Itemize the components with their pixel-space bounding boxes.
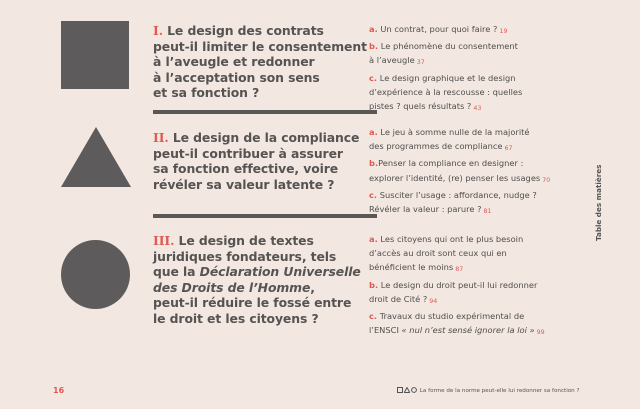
toc-letter: a. (369, 127, 378, 137)
toc-text: l’ENSCI (369, 325, 402, 336)
toc-text: droit de Cité ? (369, 293, 428, 304)
toc-text: Travaux du studio expérimental de (379, 311, 525, 322)
side-label-text: Table des matières (594, 164, 603, 241)
toc-text: pistes ? quels résultats ? (369, 101, 472, 112)
circle-icon (61, 240, 130, 309)
q3-italic: des Droits de l’Homme (153, 279, 311, 295)
divider (153, 110, 377, 114)
toc-item[interactable] (369, 156, 589, 187)
toc-page: 81 (483, 208, 492, 216)
toc-page: 94 (429, 297, 438, 305)
section-3-numeral: III. (153, 233, 175, 248)
q3-line: juridiques fondateurs, tels (153, 248, 337, 264)
toc-text: bénéficient le moins (369, 262, 454, 273)
toc-item[interactable] (369, 125, 589, 156)
section-3-question (153, 233, 378, 327)
running-title-text: La forme de la norme peut-elle lui redonner sa fonction ? (419, 388, 580, 394)
q3-line: le droit et les citoyens ? (153, 310, 319, 326)
toc-item[interactable] (369, 278, 589, 309)
toc-letter: b. (369, 279, 379, 290)
triangle-icon (61, 127, 131, 187)
toc-text: Susciter l’usage : affordance, nudge ? (379, 189, 537, 200)
q3-line: peut-il réduire le fossé entre (153, 295, 352, 311)
q2-line: Le design de la compliance (172, 130, 360, 145)
q3-line: , (310, 279, 315, 295)
toc-page: 99 (536, 329, 545, 337)
toc-page: 87 (455, 266, 464, 274)
q3-line: que la (153, 264, 200, 280)
toc-section-2 (369, 125, 589, 219)
q1-line: peut-il limiter le consentement (153, 38, 367, 54)
toc-item[interactable] (369, 309, 589, 340)
toc-italic: « nul n’est sensé ignorer la loi » (401, 325, 535, 336)
toc-text: Le phénomène du consentement (380, 41, 518, 52)
toc-page: 70 (542, 176, 551, 184)
circle-icon (411, 387, 417, 393)
section-1-numeral: I. (153, 23, 163, 38)
toc-section-3 (369, 232, 589, 340)
toc-letter: c. (369, 72, 378, 83)
toc-text: d’accès au droit sont ceux qui en (369, 248, 507, 259)
running-title (397, 387, 579, 394)
square-icon (61, 21, 129, 89)
section-2-numeral: II. (153, 130, 169, 145)
toc-letter: b. (369, 158, 379, 169)
toc-letter: c. (369, 189, 378, 200)
toc-text: Le design graphique et le design (379, 72, 516, 83)
toc-text: d’expérience à la rescousse : quelles (369, 86, 523, 97)
side-label (594, 161, 604, 241)
q3-italic: Déclaration Universelle (199, 264, 361, 280)
toc-item[interactable] (369, 39, 589, 70)
toc-item[interactable] (369, 22, 589, 39)
page-number: 16 (53, 386, 65, 395)
toc-page: 19 (499, 28, 508, 35)
toc-page: 37 (416, 59, 425, 67)
toc-text: à l’aveugle (369, 55, 415, 66)
q1-line: à l’aveugle et redonner (153, 54, 315, 70)
toc-text: explorer l’identité, (re) penser les usages (369, 172, 541, 183)
section-1-question (153, 23, 378, 101)
toc-text: Penser la compliance en designer : (378, 158, 524, 169)
toc-item[interactable] (369, 188, 589, 219)
toc-text: Le jeu à somme nulle de la majorité (380, 127, 530, 137)
toc-letter: a. (369, 234, 378, 244)
toc-section-1 (369, 22, 589, 116)
toc-letter: a. (369, 24, 378, 34)
toc-text: Révéler la valeur : parure ? (369, 204, 482, 215)
q2-line: révéler sa valeur latente ? (153, 176, 335, 192)
q2-line: peut-il contribuer à assurer (153, 145, 343, 161)
toc-item[interactable] (369, 71, 589, 117)
toc-letter: c. (369, 311, 378, 322)
toc-text: Le design du droit peut-il lui redonner (380, 279, 538, 290)
toc-page: 67 (504, 145, 513, 153)
q3-line: Le design de textes (178, 233, 314, 248)
toc-item[interactable] (369, 232, 589, 278)
toc-page: 43 (473, 105, 482, 113)
toc-text: Les citoyens qui ont le plus besoin (380, 234, 524, 244)
section-2-question (153, 130, 378, 192)
toc-letter: b. (369, 41, 379, 52)
toc-text: Un contrat, pour quoi faire ? (380, 24, 498, 34)
q1-line: à l’acceptation son sens (153, 69, 320, 85)
square-icon (397, 387, 403, 393)
q1-line: et sa fonction ? (153, 85, 260, 101)
divider (153, 214, 377, 218)
toc-text: des programmes de compliance (369, 141, 503, 152)
triangle-icon (404, 387, 410, 393)
q1-line: Le design des contrats (167, 23, 324, 38)
q2-line: sa fonction effective, voire (153, 161, 339, 177)
